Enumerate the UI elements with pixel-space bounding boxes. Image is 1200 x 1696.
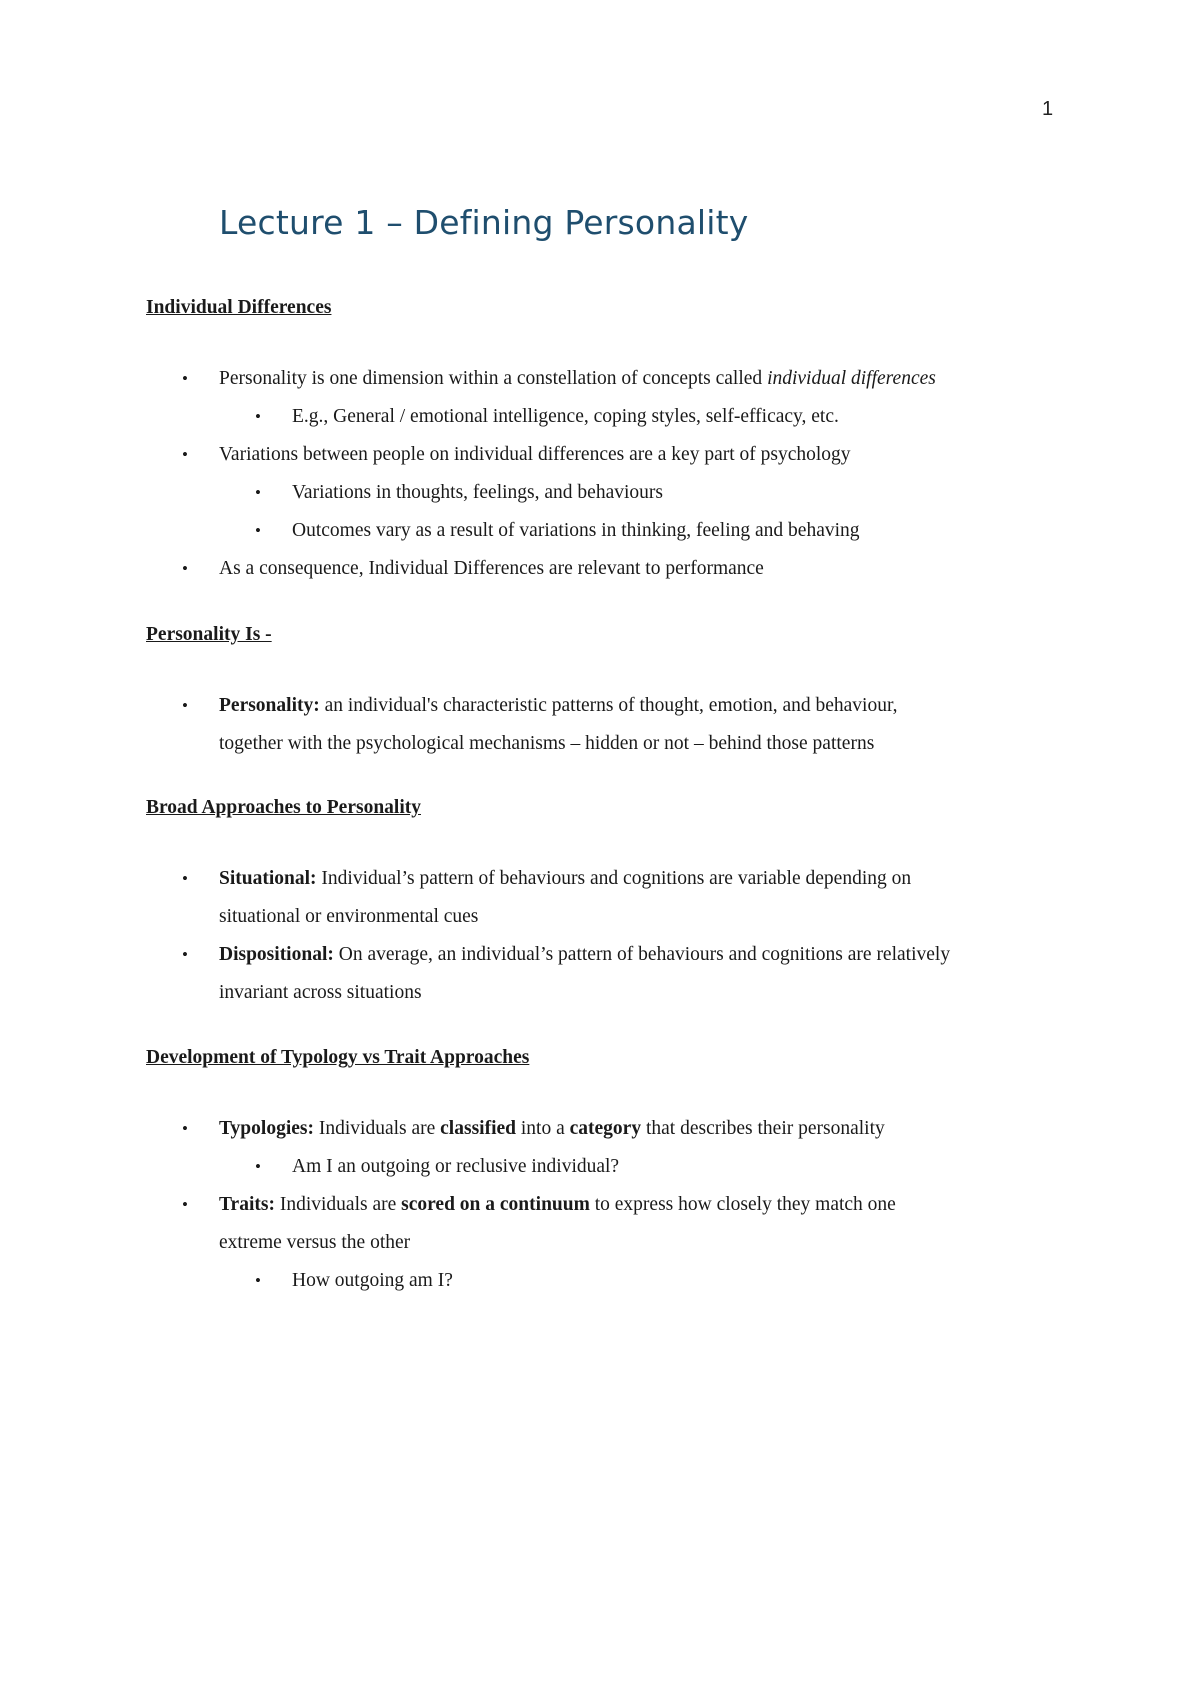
bullet-list xyxy=(146,1110,1066,1300)
bullet-icon: • xyxy=(182,869,188,888)
bullet-icon: • xyxy=(255,1157,261,1176)
bullet-icon: • xyxy=(182,945,188,964)
section-individual-differences xyxy=(146,294,1066,588)
bullet-icon: • xyxy=(182,445,188,464)
list-item xyxy=(146,398,1066,436)
section-heading: Broad Approaches to Personality xyxy=(146,797,421,818)
item-term: Situational: xyxy=(219,868,317,889)
list-item xyxy=(146,1148,1066,1186)
bullet-icon: • xyxy=(182,559,188,578)
list-item xyxy=(146,436,1066,474)
section-heading: Individual Differences xyxy=(146,297,332,318)
item-text: Personality is one dimension within a constellation of concepts called xyxy=(219,368,768,389)
item-text-continued: extreme versus the other xyxy=(219,1232,411,1253)
section-typology-vs-trait xyxy=(146,1044,1066,1300)
item-term: Dispositional: xyxy=(219,944,334,965)
item-text: Variations in thoughts, feelings, and behaviours xyxy=(292,482,663,503)
item-text-continued: together with the psychological mechanisms – hidden or not – behind those patterns xyxy=(219,733,875,754)
bullet-icon: • xyxy=(182,696,188,715)
list-item xyxy=(146,1110,1066,1148)
item-text: Individual’s pattern of behaviours and cognitions are variable depending on xyxy=(316,868,912,889)
item-text-continued: invariant across situations xyxy=(219,982,422,1003)
item-text-continued: situational or environmental cues xyxy=(219,906,479,927)
page-number: 1 xyxy=(1042,98,1054,120)
bullet-list xyxy=(146,360,1066,588)
list-item xyxy=(146,687,1066,763)
item-text: Variations between people on individual differences are a key part of psychology xyxy=(219,444,851,465)
list-item xyxy=(146,550,1066,588)
bullet-icon: • xyxy=(255,1271,261,1290)
item-term: Personality: xyxy=(219,695,320,716)
list-item xyxy=(146,860,1066,936)
bullet-icon: • xyxy=(182,1119,188,1138)
list-item xyxy=(146,360,1066,398)
bullet-icon: • xyxy=(182,369,188,388)
item-text: into a xyxy=(516,1118,570,1139)
list-item xyxy=(146,1186,1066,1262)
item-text: As a consequence, Individual Differences are relevant to performance xyxy=(219,558,764,579)
section-heading: Personality Is - xyxy=(146,624,272,645)
item-emphasis: category xyxy=(569,1118,642,1139)
section-broad-approaches xyxy=(146,794,1066,1012)
item-text: that describes their personality xyxy=(641,1118,885,1139)
list-item xyxy=(146,474,1066,512)
item-term: Traits: xyxy=(219,1194,275,1215)
bullet-icon: • xyxy=(255,483,261,502)
bullet-icon: • xyxy=(255,521,261,540)
item-text: Individuals are xyxy=(274,1194,402,1215)
item-text: E.g., General / emotional intelligence, coping styles, self-efficacy, etc. xyxy=(292,406,839,427)
list-item xyxy=(146,936,1066,1012)
item-text: Individuals are xyxy=(313,1118,441,1139)
section-personality-is xyxy=(146,621,1066,763)
item-text: to express how closely they match one xyxy=(589,1194,896,1215)
bullet-icon: • xyxy=(255,407,261,426)
item-emphasis: scored on a continuum xyxy=(401,1194,590,1215)
item-emphasis: classified xyxy=(440,1118,516,1139)
bullet-list xyxy=(146,860,1066,1012)
item-italic-term: individual differences xyxy=(767,368,936,389)
document-title: Lecture 1 – Defining Personality xyxy=(219,203,749,242)
item-text: How outgoing am I? xyxy=(292,1270,453,1291)
item-text: Outcomes vary as a result of variations in thinking, feeling and behaving xyxy=(292,520,860,541)
bullet-icon: • xyxy=(182,1195,188,1214)
list-item xyxy=(146,512,1066,550)
item-term: Typologies: xyxy=(219,1118,314,1139)
item-text: an individual's characteristic patterns of thought, emotion, and behaviour, xyxy=(319,695,898,716)
item-text: Am I an outgoing or reclusive individual? xyxy=(292,1156,620,1177)
section-heading: Development of Typology vs Trait Approaches xyxy=(146,1047,530,1068)
list-item xyxy=(146,1262,1066,1300)
item-text: On average, an individual’s pattern of behaviours and cognitions are relatively xyxy=(333,944,951,965)
bullet-list xyxy=(146,687,1066,763)
